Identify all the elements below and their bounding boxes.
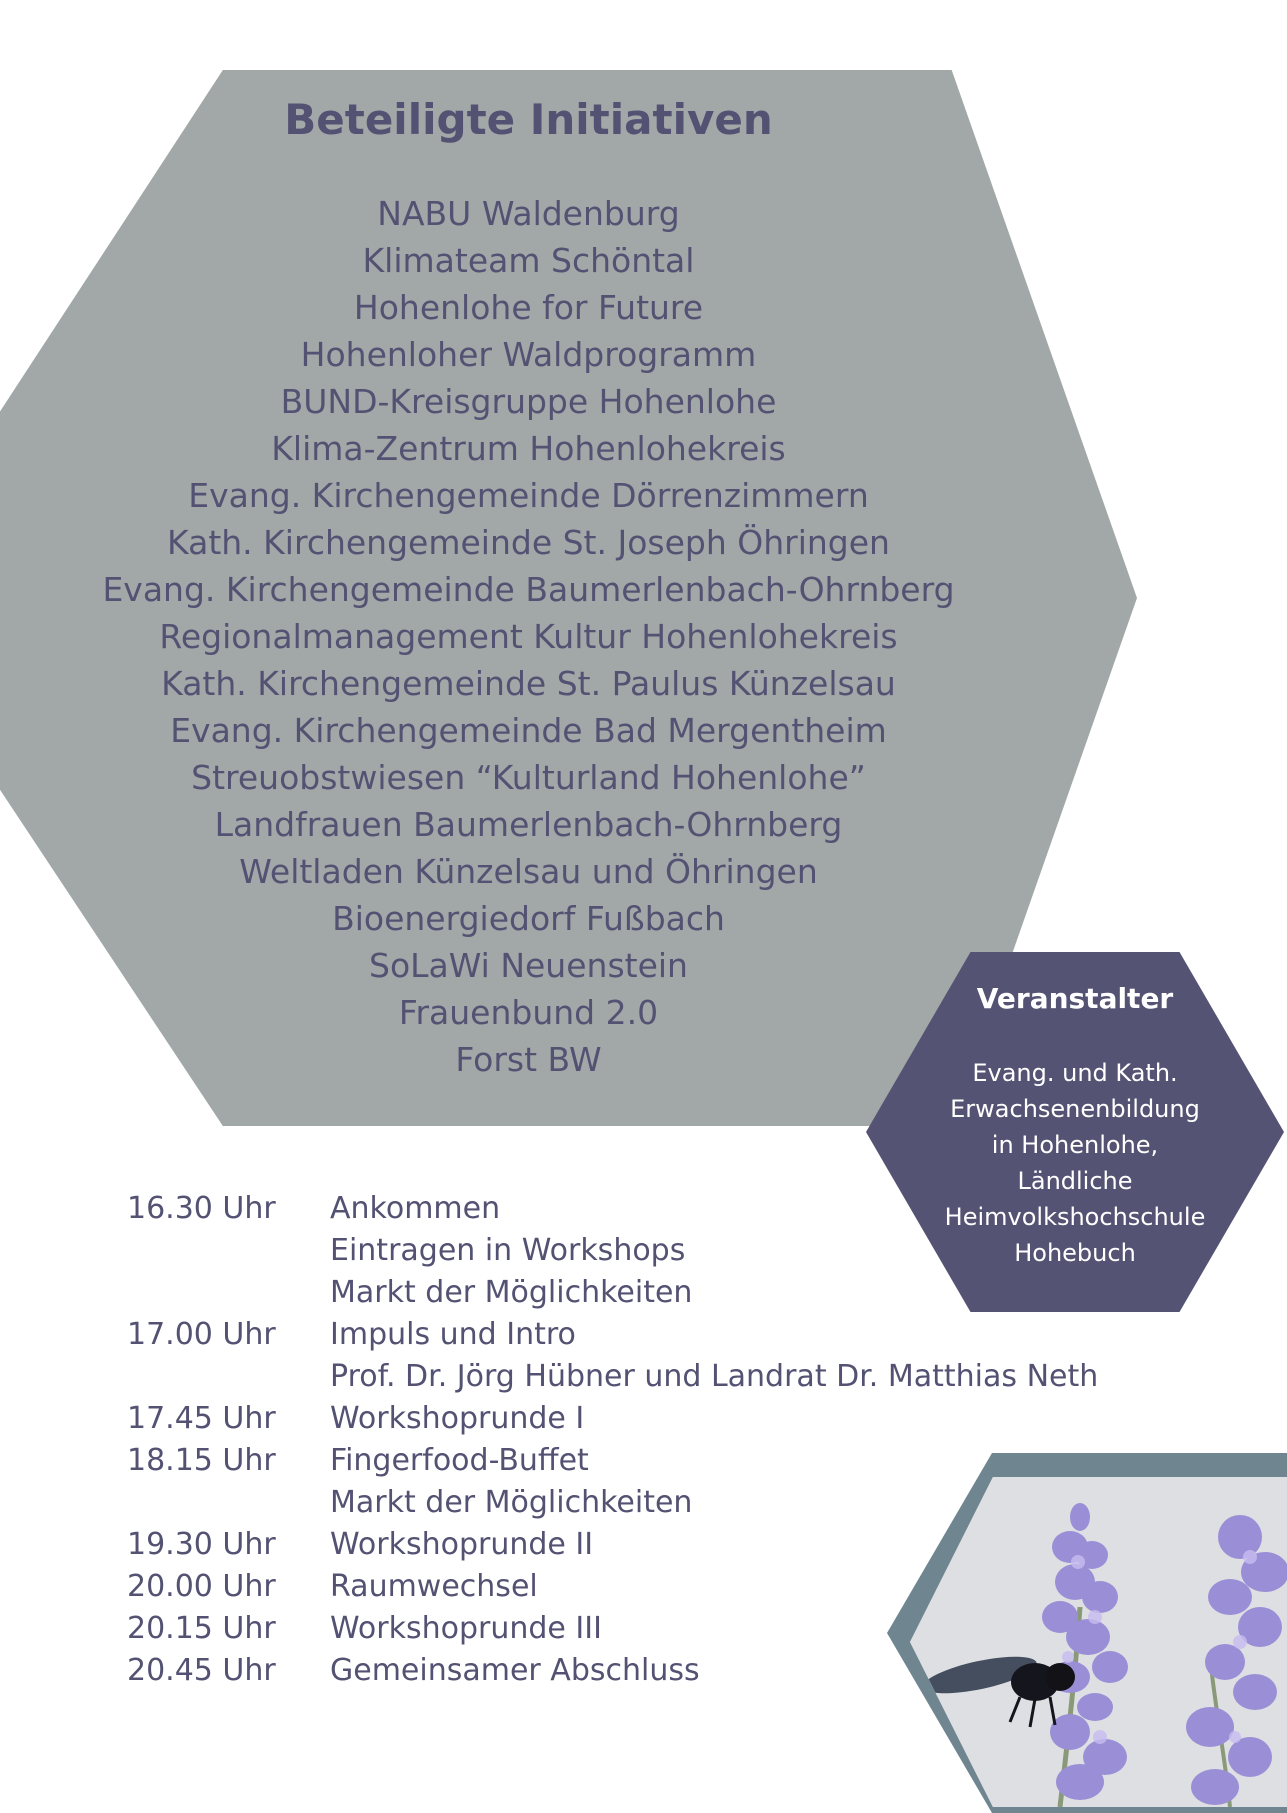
schedule-time: 17.00 Uhr — [127, 1317, 276, 1352]
initiative-item: Hohenlohe for Future — [353, 288, 704, 327]
schedule-text: Prof. Dr. Jörg Hübner und Landrat Dr. Matthias Neth — [330, 1359, 1099, 1394]
initiative-item: Bioenergiedorf Fußbach — [332, 899, 725, 938]
initiative-item: SoLaWi Neuenstein — [369, 946, 688, 985]
schedule-text: Workshoprunde III — [330, 1611, 602, 1646]
schedule-row — [127, 1314, 1157, 1356]
initiative-item: Weltladen Künzelsau und Öhringen — [239, 852, 818, 891]
initiative-item: Klimateam Schöntal — [362, 241, 695, 280]
initiative-item: Klima-Zentrum Hohenlohekreis — [271, 429, 786, 468]
schedule-text: Raumwechsel — [330, 1569, 538, 1604]
initiative-item: Evang. Kirchengemeinde Bad Mergentheim — [170, 711, 887, 750]
schedule-row — [127, 1356, 1157, 1398]
initiative-item: BUND-Kreisgruppe Hohenlohe — [280, 382, 777, 421]
initiative-item: Streuobstwiesen “Kulturland Hohenlohe” — [191, 758, 866, 797]
initiative-item: Evang. Kirchengemeinde Dörrenzimmern — [188, 476, 869, 515]
initiatives-title: Beteiligte Initiativen — [284, 95, 773, 144]
organizer-line: Heimvolkshochschule — [944, 1203, 1206, 1231]
schedule-time: 16.30 Uhr — [127, 1191, 276, 1226]
organizer-line: Hohebuch — [1014, 1239, 1136, 1267]
organizer-line: Erwachsenenbildung — [950, 1095, 1200, 1123]
schedule-time: 20.45 Uhr — [127, 1653, 276, 1688]
initiatives-list — [0, 190, 1057, 1083]
schedule-text: Eintragen in Workshops — [330, 1233, 686, 1268]
schedule-text: Markt der Möglichkeiten — [330, 1485, 693, 1520]
initiative-item: Evang. Kirchengemeinde Baumerlenbach-Ohrnberg — [102, 570, 955, 609]
schedule-text: Gemeinsamer Abschluss — [330, 1653, 700, 1688]
schedule-row — [127, 1230, 1157, 1272]
schedule-row — [127, 1188, 1157, 1230]
schedule-row — [127, 1398, 1157, 1440]
schedule-text: Impuls und Intro — [330, 1317, 576, 1352]
initiative-item: Frauenbund 2.0 — [398, 993, 659, 1032]
initiative-item: Kath. Kirchengemeinde St. Paulus Künzelsau — [161, 664, 896, 703]
schedule-time: 20.15 Uhr — [127, 1611, 276, 1646]
schedule-text: Ankommen — [330, 1191, 501, 1226]
initiative-item: Kath. Kirchengemeinde St. Joseph Öhringen — [167, 523, 890, 562]
schedule-text: Markt der Möglichkeiten — [330, 1275, 693, 1310]
initiative-item: Regionalmanagement Kultur Hohenlohekreis — [159, 617, 898, 656]
organizer-line: Evang. und Kath. — [972, 1059, 1178, 1087]
schedule-text: Workshoprunde I — [330, 1401, 585, 1436]
organizer-line: Ländliche — [1017, 1167, 1133, 1195]
initiative-item: Forst BW — [455, 1040, 602, 1079]
schedule-row — [127, 1272, 1157, 1314]
schedule-text: Workshoprunde II — [330, 1527, 594, 1562]
schedule-time: 19.30 Uhr — [127, 1527, 276, 1562]
initiative-item: Hohenloher Waldprogramm — [300, 335, 757, 374]
schedule-time: 18.15 Uhr — [127, 1443, 276, 1478]
schedule-time: 20.00 Uhr — [127, 1569, 276, 1604]
schedule-time: 17.45 Uhr — [127, 1401, 276, 1436]
initiative-item: NABU Waldenburg — [377, 194, 680, 233]
initiative-item: Landfrauen Baumerlenbach-Ohrnberg — [214, 805, 843, 844]
organizer-title: Veranstalter — [976, 982, 1174, 1015]
schedule-text: Fingerfood-Buffet — [330, 1443, 589, 1478]
organizer-line: in Hohenlohe, — [991, 1131, 1159, 1159]
